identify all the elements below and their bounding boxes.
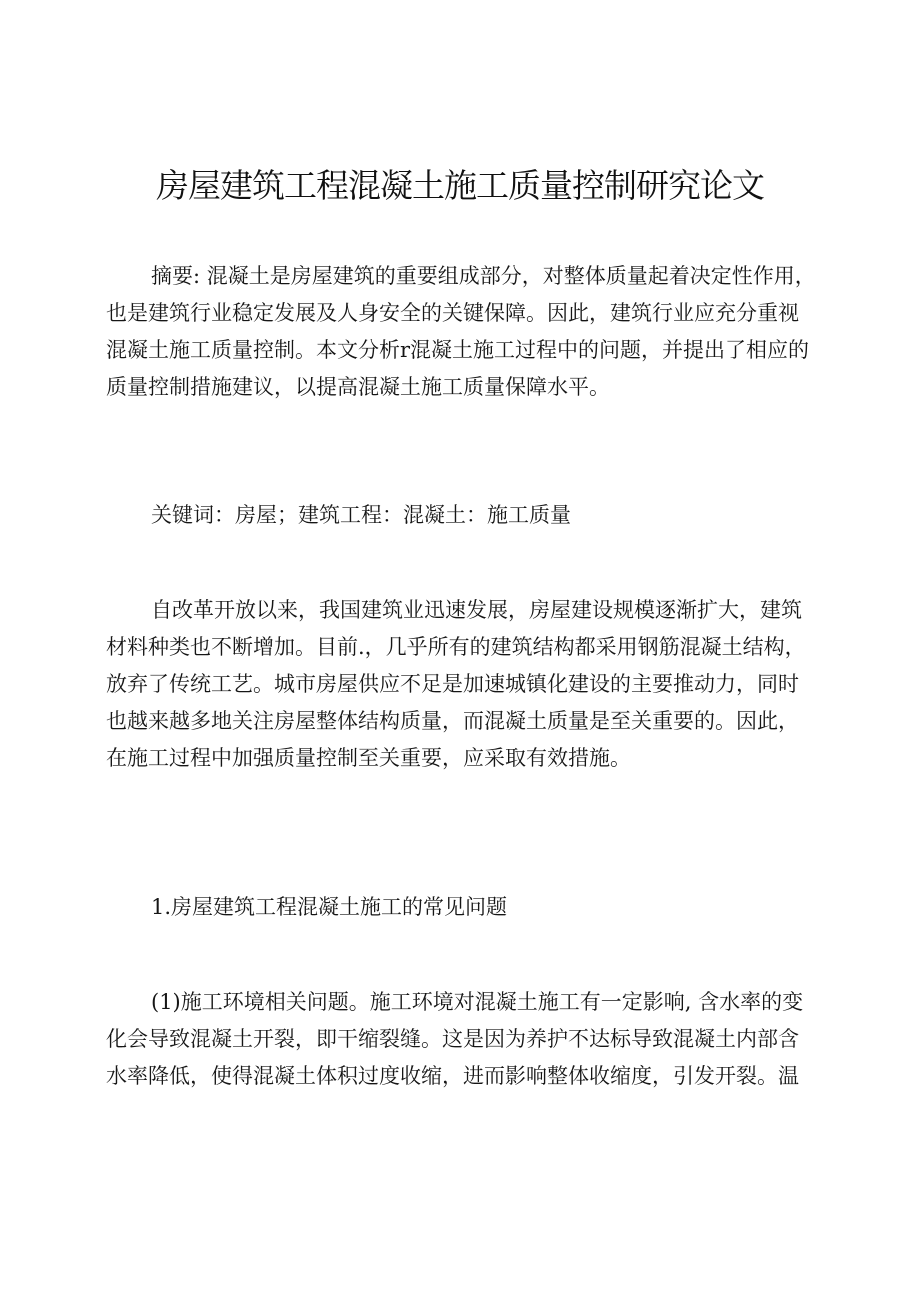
- item-line: 水率降低，使得混凝土体积过度收缩，进而影响整体收缩度，引发开裂。温: [106, 1064, 799, 1088]
- keywords-paragraph: [106, 497, 824, 534]
- document-title: 房屋建筑工程混凝土施工质量控制研究论文: [156, 166, 764, 205]
- abstract-line: 也是建筑行业稳定发展及人身安全的关键保障。因此，建筑行业应充分重视: [106, 301, 799, 325]
- intro-line: 也越来越多地关注房屋整体结构质量，而混凝土质量是至关重要的。因此，: [106, 709, 799, 733]
- intro-line: 放弃了传统工艺。城市房屋供应不足是加速城镇化建设的主要推动力，同时: [106, 672, 799, 696]
- item-line: 化会导致混凝土开裂，即干缩裂缝。这是因为养护不达标导致混凝土内部含: [106, 1027, 799, 1051]
- section-heading: [106, 889, 824, 926]
- abstract-line: 混凝土施工质量控制。本文分析r混凝土施工过程中的问题，并提出了相应的: [106, 338, 810, 362]
- intro-line: 自改革开放以来，我国建筑业迅速发展，房屋建设规模逐渐扩大，建筑: [151, 598, 802, 622]
- abstract-line: 摘要: 混凝土是房屋建筑的重要组成部分，对整体质量起着决定性作用，: [151, 264, 816, 288]
- item-paragraph: [106, 984, 824, 1095]
- abstract-line: 质量控制措施建议，以提高混凝土施工质量保障水平。: [106, 375, 610, 399]
- section-heading-text: 1.房屋建筑工程混凝土施工的常见问题: [151, 895, 508, 919]
- abstract-paragraph: [106, 258, 824, 406]
- intro-line: 在施工过程中加强质量控制至关重要，应采取有效措施。: [106, 746, 631, 770]
- intro-paragraph: [106, 592, 824, 777]
- item-line: (1)施工环境相关问题。施工环境对混凝土施工有一定影响, 含水率的变: [151, 990, 804, 1014]
- intro-line: 材料种类也不断增加。目前.，几乎所有的建筑结构都采用钢筋混凝土结构，: [106, 635, 806, 659]
- keywords-line: 关键词：房屋；建筑工程：混凝土：施工质量: [151, 503, 571, 527]
